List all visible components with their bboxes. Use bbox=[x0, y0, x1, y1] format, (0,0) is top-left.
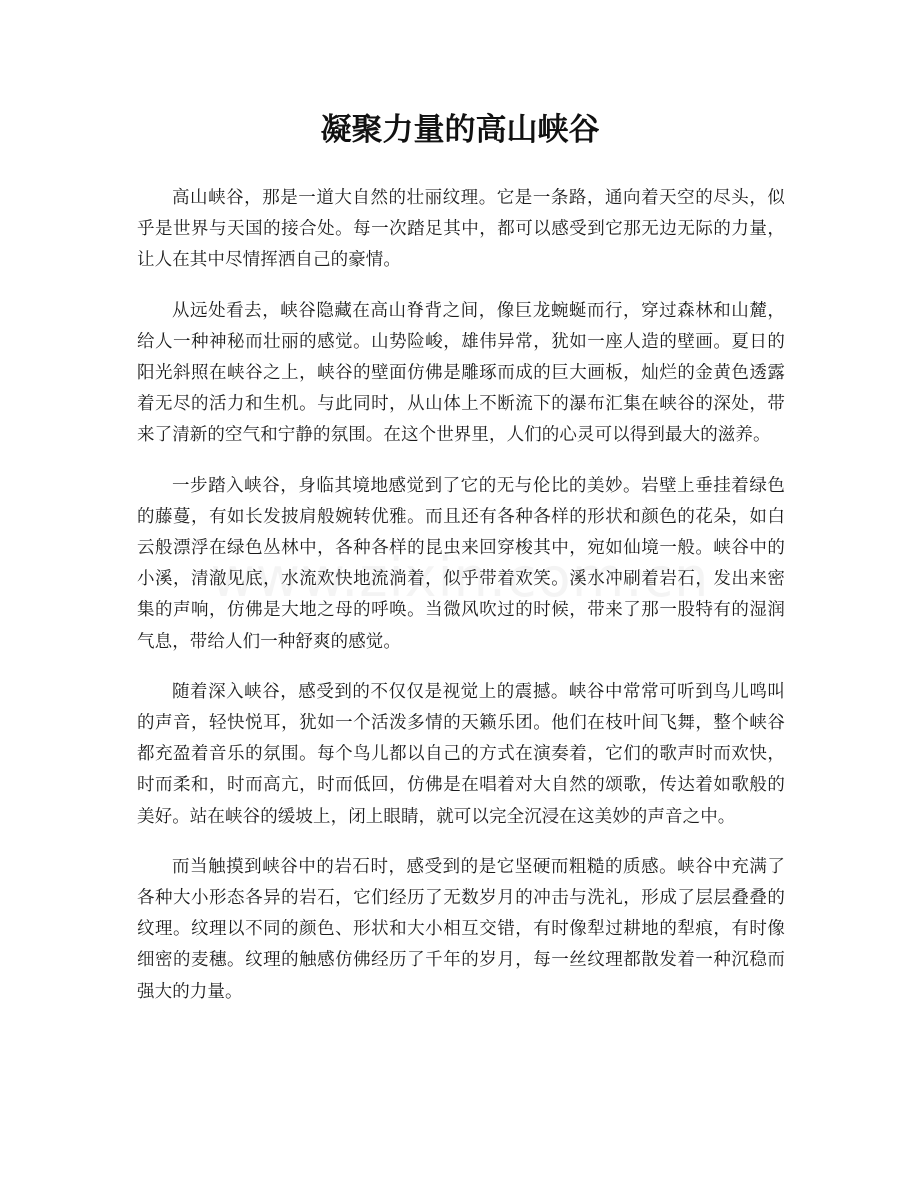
document-body bbox=[137, 183, 785, 1027]
paragraph: 而当触摸到峡谷中的岩石时，感受到的是它坚硬而粗糙的质感。峡谷中充满了各种大小形态各异的岩石，它们经历了无数岁月的冲击与洗礼，形成了层层叠叠的纹理。纹理以不同的颜色、形状和大小相互交错，有时像犁过耕地的犁痕，有时像细密的麦穗。纹理的触感仿佛经历了千年的岁月，每一丝纹理都散发着一种沉稳而强大的力量。 bbox=[137, 856, 785, 1002]
document-title: 凝聚力量的高山峡谷 bbox=[320, 112, 600, 148]
paragraph: 随着深入峡谷，感受到的不仅仅是视觉上的震撼。峡谷中常常可听到鸟儿鸣叫的声音，轻快悦耳，犹如一个活泼多情的天籁乐团。他们在枝叶间飞舞，整个峡谷都充盈着音乐的氛围。每个鸟儿都以自己的方式在演奏着，它们的歌声时而欢快，时而柔和，时而高亢，时而低回，仿佛是在唱着对大自然的颂歌，传达着如歌般的美好。站在峡谷的缓坡上，闭上眼睛，就可以完全沉浸在这美妙的声音之中。 bbox=[137, 681, 785, 827]
paragraph: 从远处看去，峡谷隐藏在高山脊背之间，像巨龙蜿蜒而行，穿过森林和山麓，给人一种神秘而壮丽的感觉。山势险峻，雄伟异常，犹如一座人造的壁画。夏日的阳光斜照在峡谷之上，峡谷的壁面仿佛是雕琢而成的巨大画板，灿烂的金黄色透露着无尽的活力和生机。与此同时，从山体上不断流下的瀑布汇集在峡谷的深处，带来了清新的空气和宁静的氛围。在这个世界里，人们的心灵可以得到最大的滋养。 bbox=[137, 300, 785, 446]
paragraph: 高山峡谷，那是一道大自然的壮丽纹理。它是一条路，通向着天空的尽头，似乎是世界与天国的接合处。每一次踏足其中，都可以感受到它那无边无际的力量，让人在其中尽情挥洒自己的豪情。 bbox=[137, 188, 785, 271]
paragraph: 一步踏入峡谷，身临其境地感觉到了它的无与伦比的美妙。岩壁上垂挂着绿色的藤蔓，有如长发披肩般婉转优雅。而且还有各种各样的形状和颜色的花朵，如白云般漂浮在绿色丛林中，各种各样的昆虫来回穿梭其中，宛如仙境一般。峡谷中的小溪，清澈见底，水流欢快地流淌着，似乎带着欢笑。溪水冲刷着岩石，发出来密集的声响，仿佛是大地之母的呼唤。当微风吹过的时候，带来了那一股特有的湿润气息，带给人们一种舒爽的感觉。 bbox=[137, 475, 785, 652]
